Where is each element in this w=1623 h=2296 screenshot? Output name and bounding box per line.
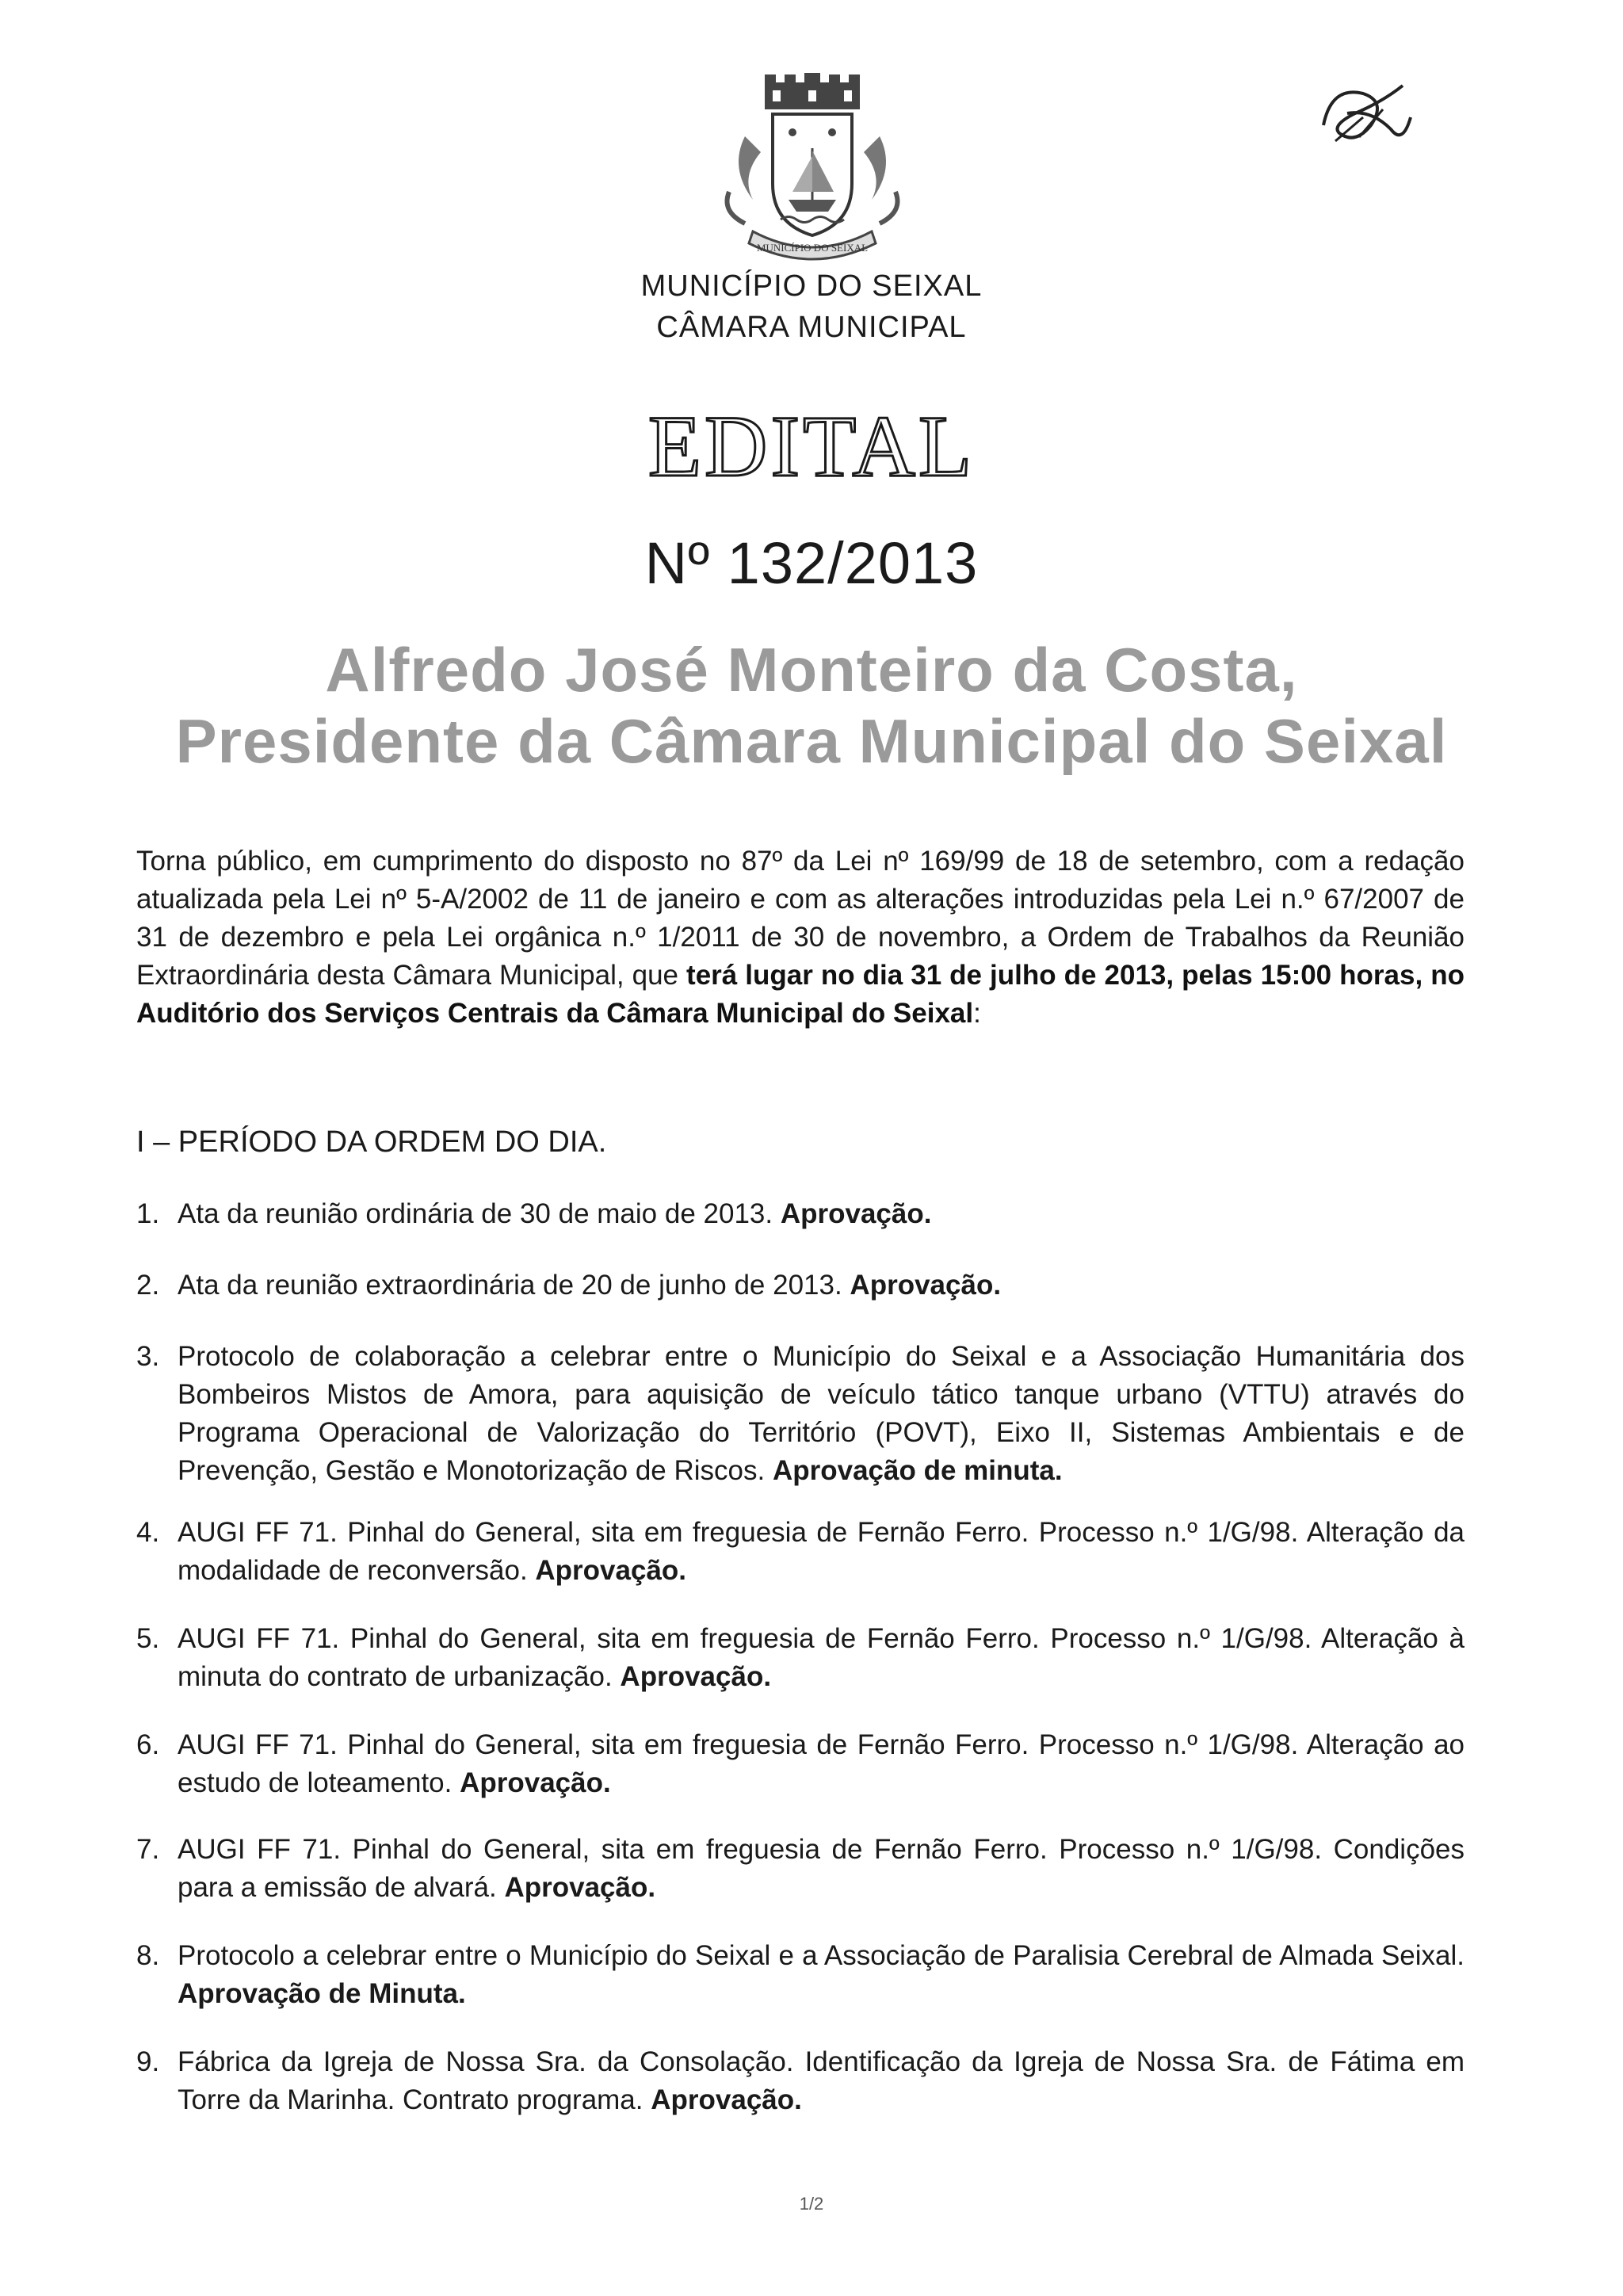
item-text: Protocolo de colaboração a celebrar entre o Município do Seixal e a Associação Humanitária dos Bombeiros Mistos de Amora, para aquisição de veículo tático tanque urbano (VTTU) através do Programa Operacional de Valorização do Território (POVT), Eixo II, Sistemas Ambientais e de Prevenção, Gestão e Monotorização de Riscos. — [178, 1341, 1465, 1486]
item-number: 7. — [136, 1834, 160, 1865]
item-text: Fábrica da Igreja de Nossa Sra. da Consolação. Identificação da Igreja de Nossa Sra. de Fátima em Torre da Marinha. Contrato programa. — [178, 2046, 1465, 2115]
document-number: Nº 132/2013 — [644, 530, 979, 596]
item-text: AUGI FF 71. Pinhal do General, sita em freguesia de Fernão Ferro. Processo n.º 1/G/98. Alteração ao estudo de loteamento. — [178, 1729, 1465, 1798]
intro-bold-text: terá lugar no dia 31 de julho de 2013, pelas 15:00 horas, no Auditório dos Serviços Centrais da Câmara Municipal do Seixal — [136, 960, 1465, 1029]
chamber-name: CÂMARA MUNICIPAL — [656, 311, 967, 344]
item-resolution: Aprovação. — [620, 1661, 772, 1692]
signature-icon — [1316, 70, 1419, 157]
section-heading: I – PERÍODO DA ORDEM DO DIA. — [136, 1125, 607, 1159]
agenda-item-9 — [136, 2043, 1465, 2119]
agenda-item-1 — [136, 1195, 1465, 1233]
item-number: 5. — [136, 1623, 160, 1654]
president-role: Presidente da Câmara Municipal do Seixal — [175, 706, 1448, 776]
item-text: AUGI FF 71. Pinhal do General, sita em freguesia de Fernão Ferro. Processo n.º 1/G/98. Condições para a emissão de alvará. — [178, 1834, 1465, 1903]
item-resolution: Aprovação. — [651, 2084, 802, 2115]
item-number: 4. — [136, 1517, 160, 1548]
document-title: EDITAL — [647, 398, 976, 495]
svg-text:MUNICÍPIO DO SEIXAL: MUNICÍPIO DO SEIXAL — [756, 242, 869, 254]
agenda-item-6 — [136, 1726, 1465, 1802]
president-name: Alfredo José Monteiro da Costa, — [325, 635, 1298, 705]
item-resolution: Aprovação de minuta. — [772, 1455, 1063, 1486]
agenda-item-4 — [136, 1514, 1465, 1590]
item-number: 2. — [136, 1270, 160, 1301]
item-text: Ata da reunião extraordinária de 20 de junho de 2013. — [178, 1270, 850, 1301]
page-number: 1/2 — [799, 2194, 824, 2214]
agenda-item-2 — [136, 1266, 1465, 1305]
item-number: 9. — [136, 2046, 160, 2077]
municipal-crest-icon — [697, 73, 927, 263]
intro-text: Torna público, em cumprimento do disposto no 87º da Lei nº 169/99 de 18 de setembro, com a redação atualizada pela Lei nº 5-A/2002 de 11 de janeiro e com as alterações introduzidas pela Lei n.º 67/2007 de 31 de dezembro e pela Lei orgânica n.º 1/2011 de 30 de novembro, a Ordem de Trabalhos da Reunião Extraordinária desta Câmara Municipal, que — [136, 846, 1465, 991]
agenda-item-8 — [136, 1937, 1465, 2013]
item-number: 1. — [136, 1198, 160, 1229]
item-text: Ata da reunião ordinária de 30 de maio de 2013. — [178, 1198, 781, 1229]
item-text: Protocolo a celebrar entre o Município do Seixal e a Associação de Paralisia Cerebral de Almada Seixal. — [178, 1940, 1465, 1971]
intro-paragraph — [136, 842, 1465, 1033]
item-resolution: Aprovação. — [850, 1270, 1002, 1301]
item-resolution: Aprovação. — [780, 1198, 932, 1229]
item-text: AUGI FF 71. Pinhal do General, sita em freguesia de Fernão Ferro. Processo n.º 1/G/98. Alteração da modalidade de reconversão. — [178, 1517, 1465, 1586]
item-resolution: Aprovação. — [504, 1872, 656, 1903]
agenda-item-7 — [136, 1831, 1465, 1907]
intro-text-end: : — [973, 998, 981, 1029]
item-resolution: Aprovação. — [460, 1767, 611, 1798]
agenda-item-5 — [136, 1620, 1465, 1696]
item-number: 3. — [136, 1341, 160, 1372]
item-resolution: Aprovação de Minuta. — [178, 1978, 466, 2009]
item-number: 6. — [136, 1729, 160, 1760]
item-text: AUGI FF 71. Pinhal do General, sita em freguesia de Fernão Ferro. Processo n.º 1/G/98. Alteração à minuta do contrato de urbanização. — [178, 1623, 1465, 1692]
item-number: 8. — [136, 1940, 160, 1971]
item-resolution: Aprovação. — [535, 1555, 687, 1586]
agenda-item-3 — [136, 1338, 1465, 1490]
municipality-name: MUNICÍPIO DO SEIXAL — [640, 269, 983, 303]
